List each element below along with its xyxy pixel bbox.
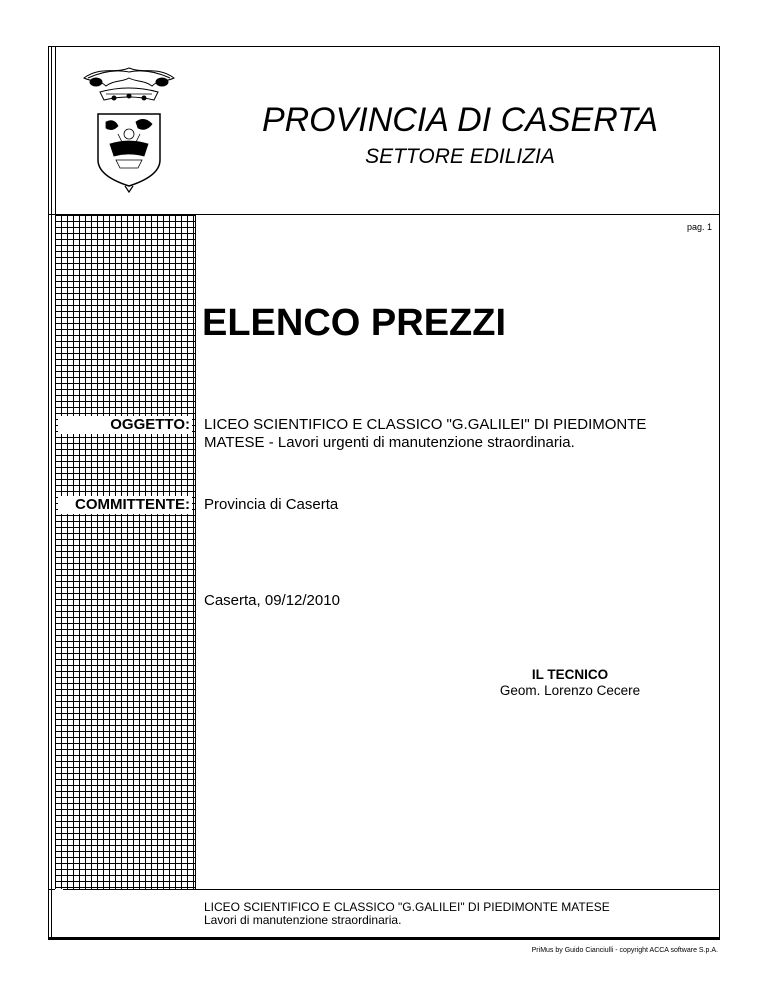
left-margin-line: [51, 46, 52, 940]
header-subtitle: SETTORE EDILIZIA: [365, 145, 555, 168]
grid-pattern-column: [55, 215, 196, 889]
page-number: pag. 1: [686, 222, 712, 232]
signature-role: IL TECNICO: [531, 667, 609, 682]
footer-gutter: [55, 889, 63, 937]
field-label-committente: COMMITTENTE:: [58, 496, 192, 514]
field-label-oggetto: OGGETTO:: [58, 416, 192, 434]
document-title: ELENCO PREZZI: [202, 302, 507, 344]
frame-bottom-border: [48, 937, 720, 940]
signature-name: Geom. Lorenzo Cecere: [499, 683, 641, 698]
field-value-committente: Provincia di Caserta: [204, 496, 339, 513]
field-value-oggetto: LICEO SCIENTIFICO E CLASSICO "G.GALILEI" DI PIEDIMONTE MATESE - Lavori urgenti di manutenzione straordinaria.: [204, 416, 647, 451]
place-date: Caserta, 09/12/2010: [204, 592, 340, 609]
footer-line-2: Lavori di manutenzione straordinaria.: [204, 913, 402, 927]
header-title: PROVINCIA DI CASERTA: [261, 101, 659, 139]
software-credit: PriMus by Guido Cianciulli - copyright ACCA software S.p.A.: [531, 947, 718, 954]
province-crest-icon: [70, 64, 188, 196]
footer-line-1: LICEO SCIENTIFICO E CLASSICO "G.GALILEI" DI PIEDIMONTE MATESE: [204, 900, 610, 914]
footer-divider: [48, 889, 720, 890]
